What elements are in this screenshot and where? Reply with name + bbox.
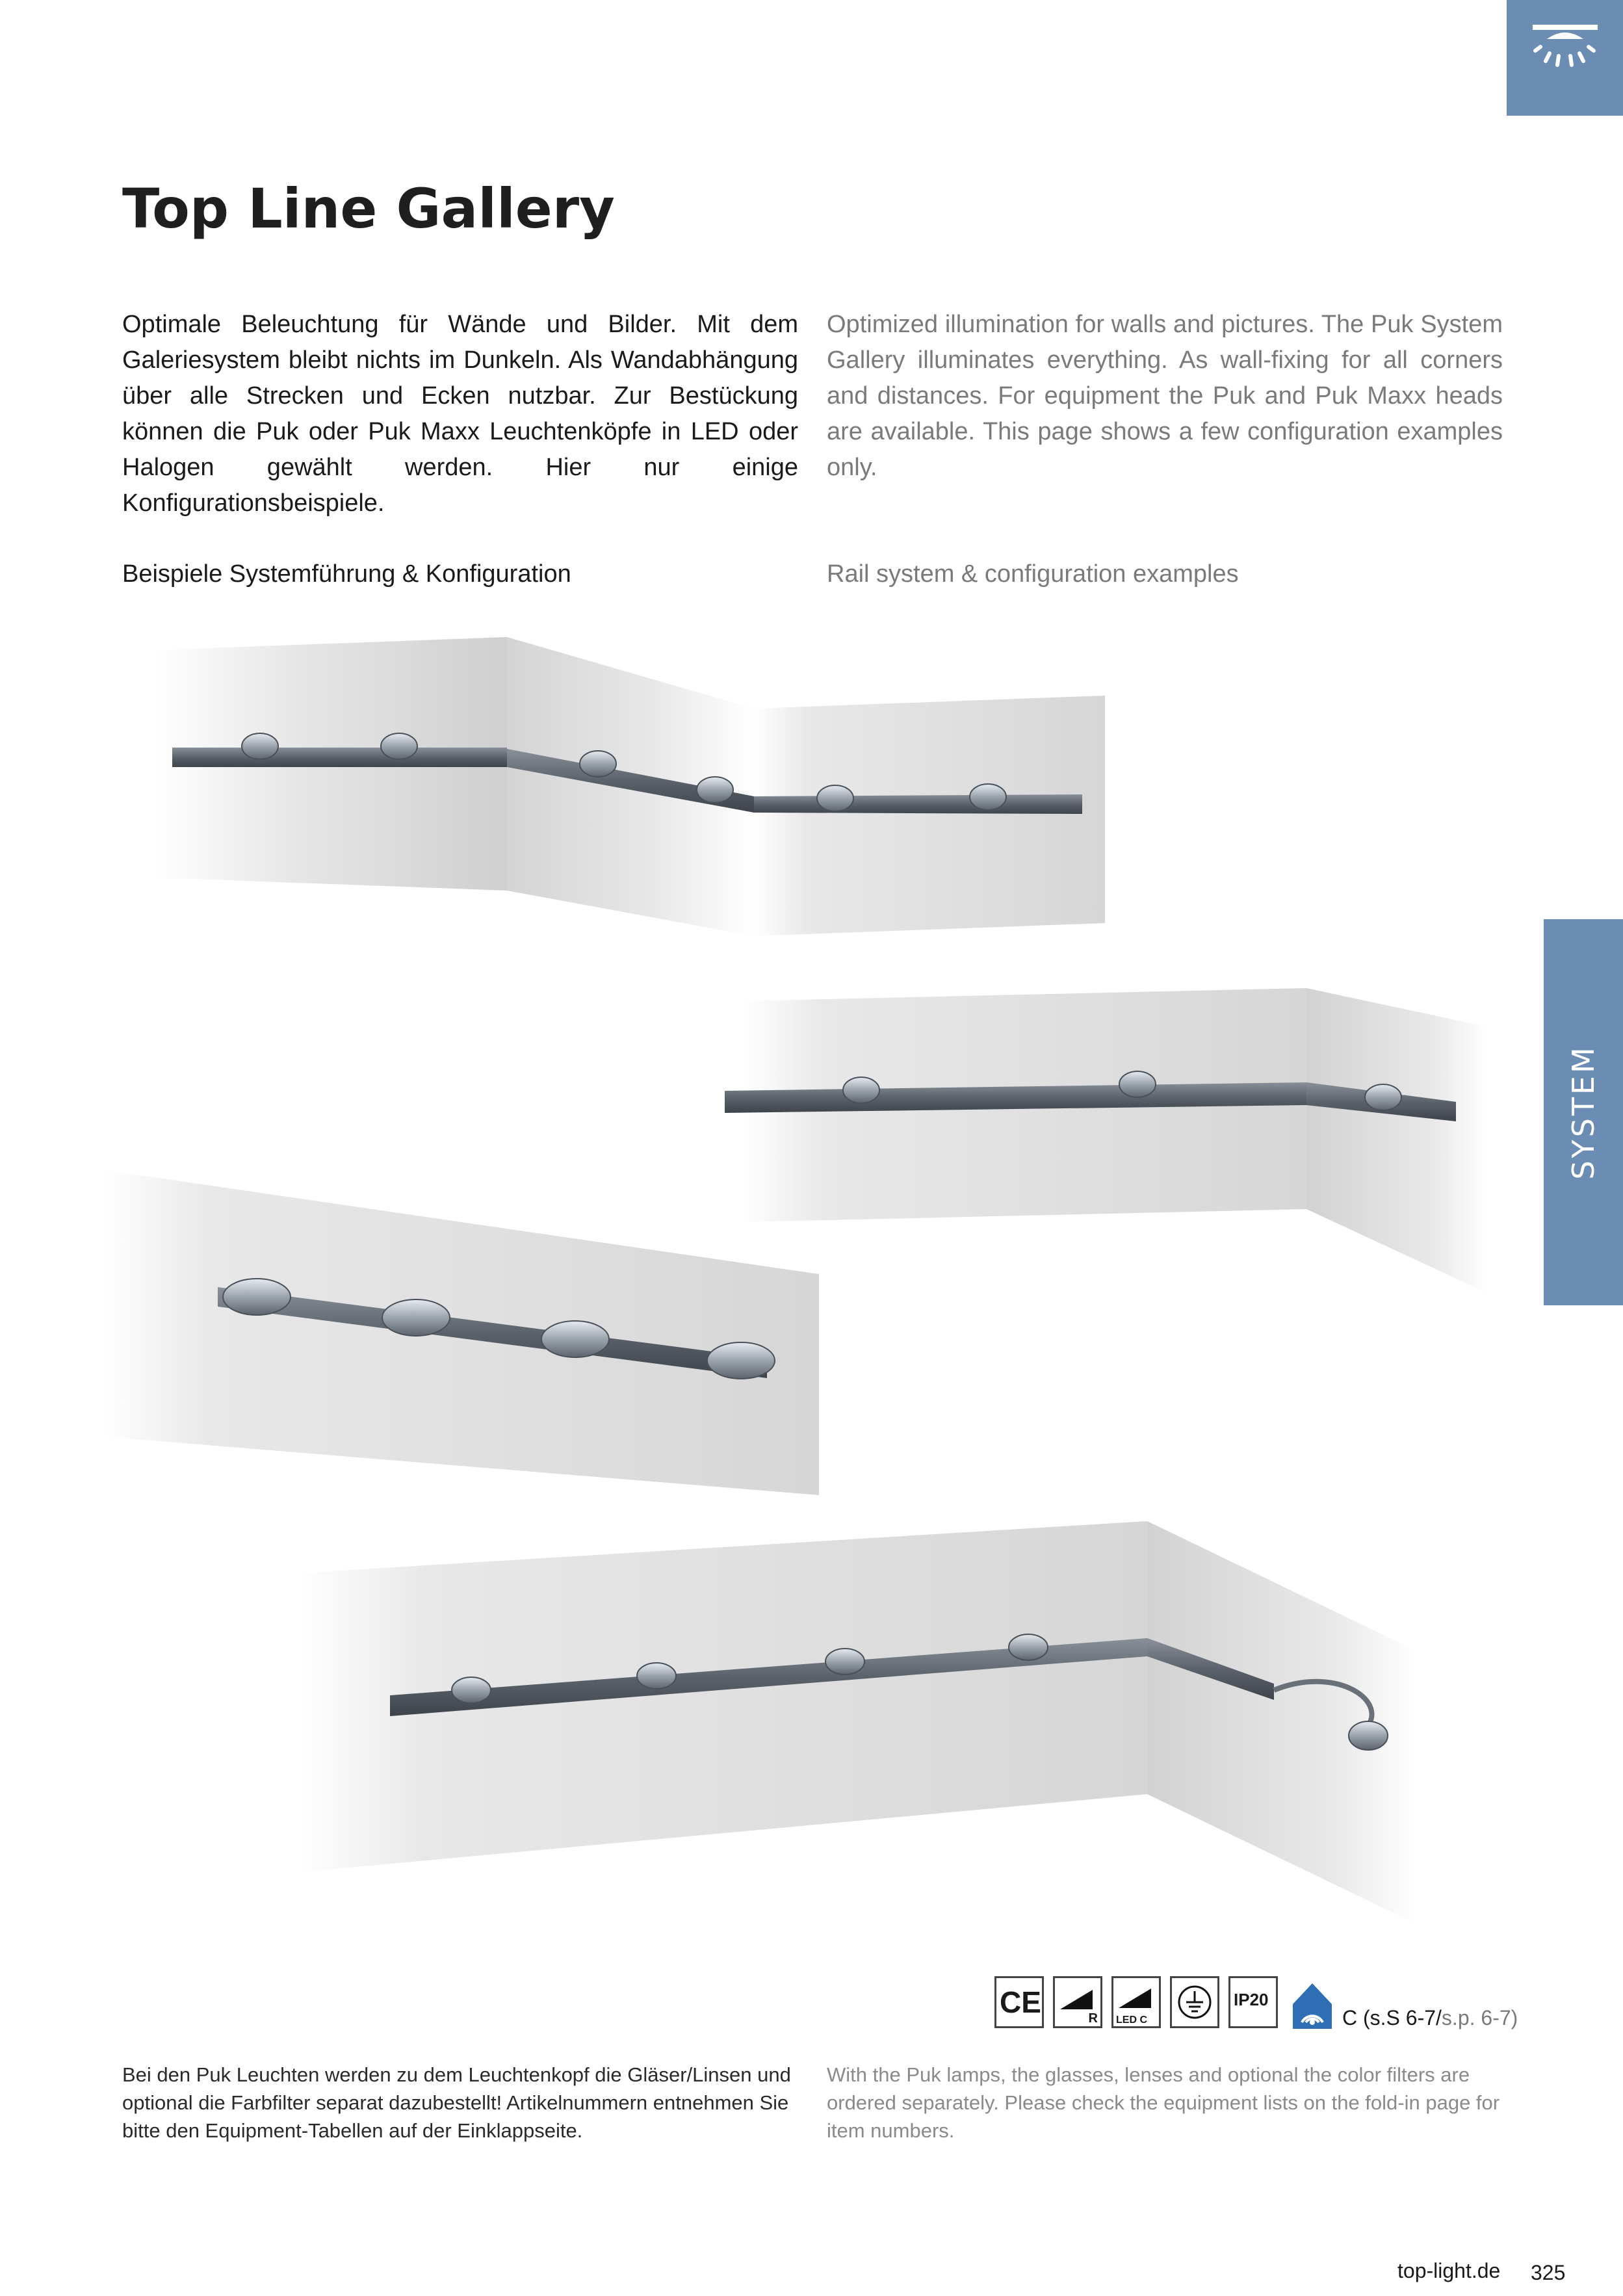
smart-home-icon <box>1290 1979 1334 2030</box>
dimmable-r-icon <box>1053 1976 1102 2028</box>
protection-class-icon <box>1170 1976 1219 2028</box>
ip20-label: IP20 <box>1234 1990 1269 2009</box>
intro-text-de: Optimale Beleuchtung für Wände und Bilder. Mit dem Galeriesystem bleibt nichts im Dunkeln. Als Wandabhängung über alle Strecken und Ecken nutzbar. Zur Bestückung können die Puk oder Puk Maxx Leuchtenköpfe in LED oder Halogen gewählt werden. Hier nur einige Konfigurationsbeispiele. <box>122 311 798 517</box>
config-example-4 <box>299 1521 1417 1924</box>
ip20-icon <box>1228 1976 1278 2028</box>
cert-ref-de: C (s.S 6-7/ <box>1342 2006 1442 2029</box>
page-number: 325 <box>1531 2261 1566 2284</box>
website-link[interactable]: top-light.de <box>1397 2259 1501 2282</box>
config-example-3 <box>104 1170 819 1495</box>
certification-reference <box>1342 2006 1518 2030</box>
subheading-en: Rail system & configuration examples <box>827 560 1239 588</box>
config-example-1 <box>156 637 1105 936</box>
system-tab-label: SYSTEM <box>1566 1045 1601 1180</box>
config-example-2 <box>725 988 1488 1294</box>
subheading-de: Beispiele Systemführung & Konfiguration <box>122 560 571 588</box>
ce-label: CE <box>1000 1985 1041 2019</box>
led-c-label: LED C <box>1116 2015 1147 2026</box>
page-title: Top Line Gallery <box>122 177 615 241</box>
footnote-de: Bei den Puk Leuchten werden zu dem Leuchtenkopf die Gläser/Linsen und optional die Farbfilter separat dazubestellt! Artikelnummern entnehmen Sie bitte den Equipment-Tabellen auf der Einklappseite. <box>122 2063 791 2142</box>
dimmable-r-label: R <box>1088 2011 1098 2026</box>
footnote-en: With the Puk lamps, the glasses, lenses and optional the color filters are ordered separately. Please check the equipment lists on the fold-in page for item numbers. <box>827 2063 1500 2142</box>
intro-text-en: Optimized illumination for walls and pictures. The Puk System Gallery illuminates everything. As wall-fixing for all corners and distances. For equipment the Puk and Puk Maxx heads are available. This page shows a few configuration examples only. <box>827 311 1503 481</box>
led-dimmable-icon <box>1111 1976 1161 2028</box>
ce-mark-icon <box>994 1976 1044 2028</box>
cert-ref-en: s.p. 6-7) <box>1441 2006 1518 2029</box>
system-tab[interactable] <box>1544 919 1623 1305</box>
